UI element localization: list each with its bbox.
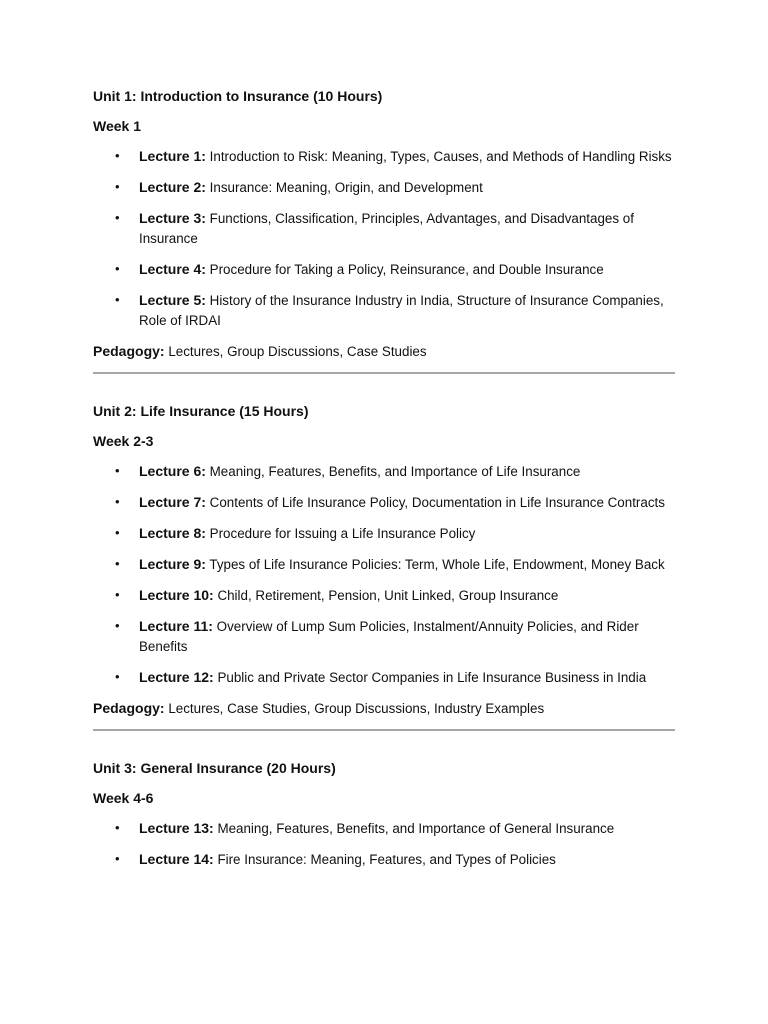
bullet-icon: •: [115, 525, 120, 540]
lecture-text: Fire Insurance: Meaning, Features, and Types of Policies: [217, 852, 556, 867]
unit-2-section: [93, 401, 675, 731]
bullet-icon: •: [115, 820, 120, 835]
list-item: [93, 523, 675, 544]
list-item: [93, 461, 675, 482]
list-item: [93, 818, 675, 839]
lecture-text: Introduction to Risk: Meaning, Types, Causes, and Methods of Handling Risks: [209, 149, 672, 164]
unit-3-section: [93, 758, 675, 870]
lecture-text: Public and Private Sector Companies in Life Insurance Business in India: [217, 670, 647, 685]
bullet-icon: •: [115, 587, 120, 602]
lecture-text: Overview of Lump Sum Policies, Instalment/Annuity Policies, and Rider Benefits: [139, 619, 639, 654]
lecture-label: Lecture 8:: [139, 525, 206, 541]
lecture-text: Child, Retirement, Pension, Unit Linked, Group Insurance: [217, 588, 559, 603]
lecture-text: Meaning, Features, Benefits, and Importance of General Insurance: [217, 821, 615, 836]
pedagogy-line: [93, 341, 675, 362]
pedagogy-label: Pedagogy:: [93, 700, 165, 716]
lecture-text: Procedure for Issuing a Life Insurance Policy: [209, 526, 476, 541]
lecture-text: Insurance: Meaning, Origin, and Development: [209, 180, 483, 195]
lecture-list: [93, 146, 675, 331]
lecture-label: Lecture 5:: [139, 292, 206, 308]
pedagogy-line: [93, 698, 675, 719]
bullet-icon: •: [115, 261, 120, 276]
lecture-list: [93, 461, 675, 688]
week-heading: Week 4-6: [93, 790, 154, 806]
bullet-icon: •: [115, 669, 120, 684]
lecture-label: Lecture 9:: [139, 556, 206, 572]
bullet-icon: •: [115, 851, 120, 866]
bullet-icon: •: [115, 556, 120, 571]
list-item: [93, 146, 675, 167]
pedagogy-text: Lectures, Group Discussions, Case Studies: [168, 344, 427, 359]
list-item: [93, 259, 675, 280]
lecture-label: Lecture 11:: [139, 618, 213, 634]
week-heading: Week 1: [93, 118, 141, 134]
lecture-list: [93, 818, 675, 870]
pedagogy-label: Pedagogy:: [93, 343, 165, 359]
lecture-label: Lecture 4:: [139, 261, 206, 277]
lecture-label: Lecture 1:: [139, 148, 206, 164]
lecture-text: Functions, Classification, Principles, Advantages, and Disadvantages of Insurance: [139, 211, 634, 246]
list-item: [93, 616, 675, 657]
section-divider: [93, 372, 675, 374]
list-item: [93, 208, 675, 249]
unit-title: Unit 1: Introduction to Insurance (10 Hours): [93, 88, 383, 104]
section-divider: [93, 729, 675, 731]
lecture-text: History of the Insurance Industry in India, Structure of Insurance Companies, Role of IRDAI: [139, 293, 664, 328]
list-item: [93, 585, 675, 606]
unit-1-section: [93, 86, 675, 374]
bullet-icon: •: [115, 292, 120, 307]
unit-title: Unit 3: General Insurance (20 Hours): [93, 760, 336, 776]
pedagogy-text: Lectures, Case Studies, Group Discussions, Industry Examples: [168, 701, 545, 716]
bullet-icon: •: [115, 179, 120, 194]
lecture-text: Procedure for Taking a Policy, Reinsurance, and Double Insurance: [209, 262, 604, 277]
bullet-icon: •: [115, 618, 120, 633]
bullet-icon: •: [115, 148, 120, 163]
week-heading: Week 2-3: [93, 433, 154, 449]
list-item: [93, 849, 675, 870]
list-item: [93, 667, 675, 688]
bullet-icon: •: [115, 210, 120, 225]
list-item: [93, 554, 675, 575]
lecture-label: Lecture 2:: [139, 179, 206, 195]
list-item: [93, 177, 675, 198]
lecture-text: Contents of Life Insurance Policy, Documentation in Life Insurance Contracts: [209, 495, 665, 510]
lecture-label: Lecture 13:: [139, 820, 214, 836]
list-item: [93, 492, 675, 513]
lecture-text: Meaning, Features, Benefits, and Importance of Life Insurance: [209, 464, 581, 479]
lecture-label: Lecture 12:: [139, 669, 214, 685]
bullet-icon: •: [115, 463, 120, 478]
list-item: [93, 290, 675, 331]
lecture-label: Lecture 6:: [139, 463, 206, 479]
bullet-icon: •: [115, 494, 120, 509]
lecture-label: Lecture 10:: [139, 587, 214, 603]
lecture-label: Lecture 14:: [139, 851, 214, 867]
lecture-label: Lecture 7:: [139, 494, 206, 510]
lecture-label: Lecture 3:: [139, 210, 206, 226]
unit-title: Unit 2: Life Insurance (15 Hours): [93, 403, 309, 419]
lecture-text: Types of Life Insurance Policies: Term, Whole Life, Endowment, Money Back: [209, 557, 665, 572]
